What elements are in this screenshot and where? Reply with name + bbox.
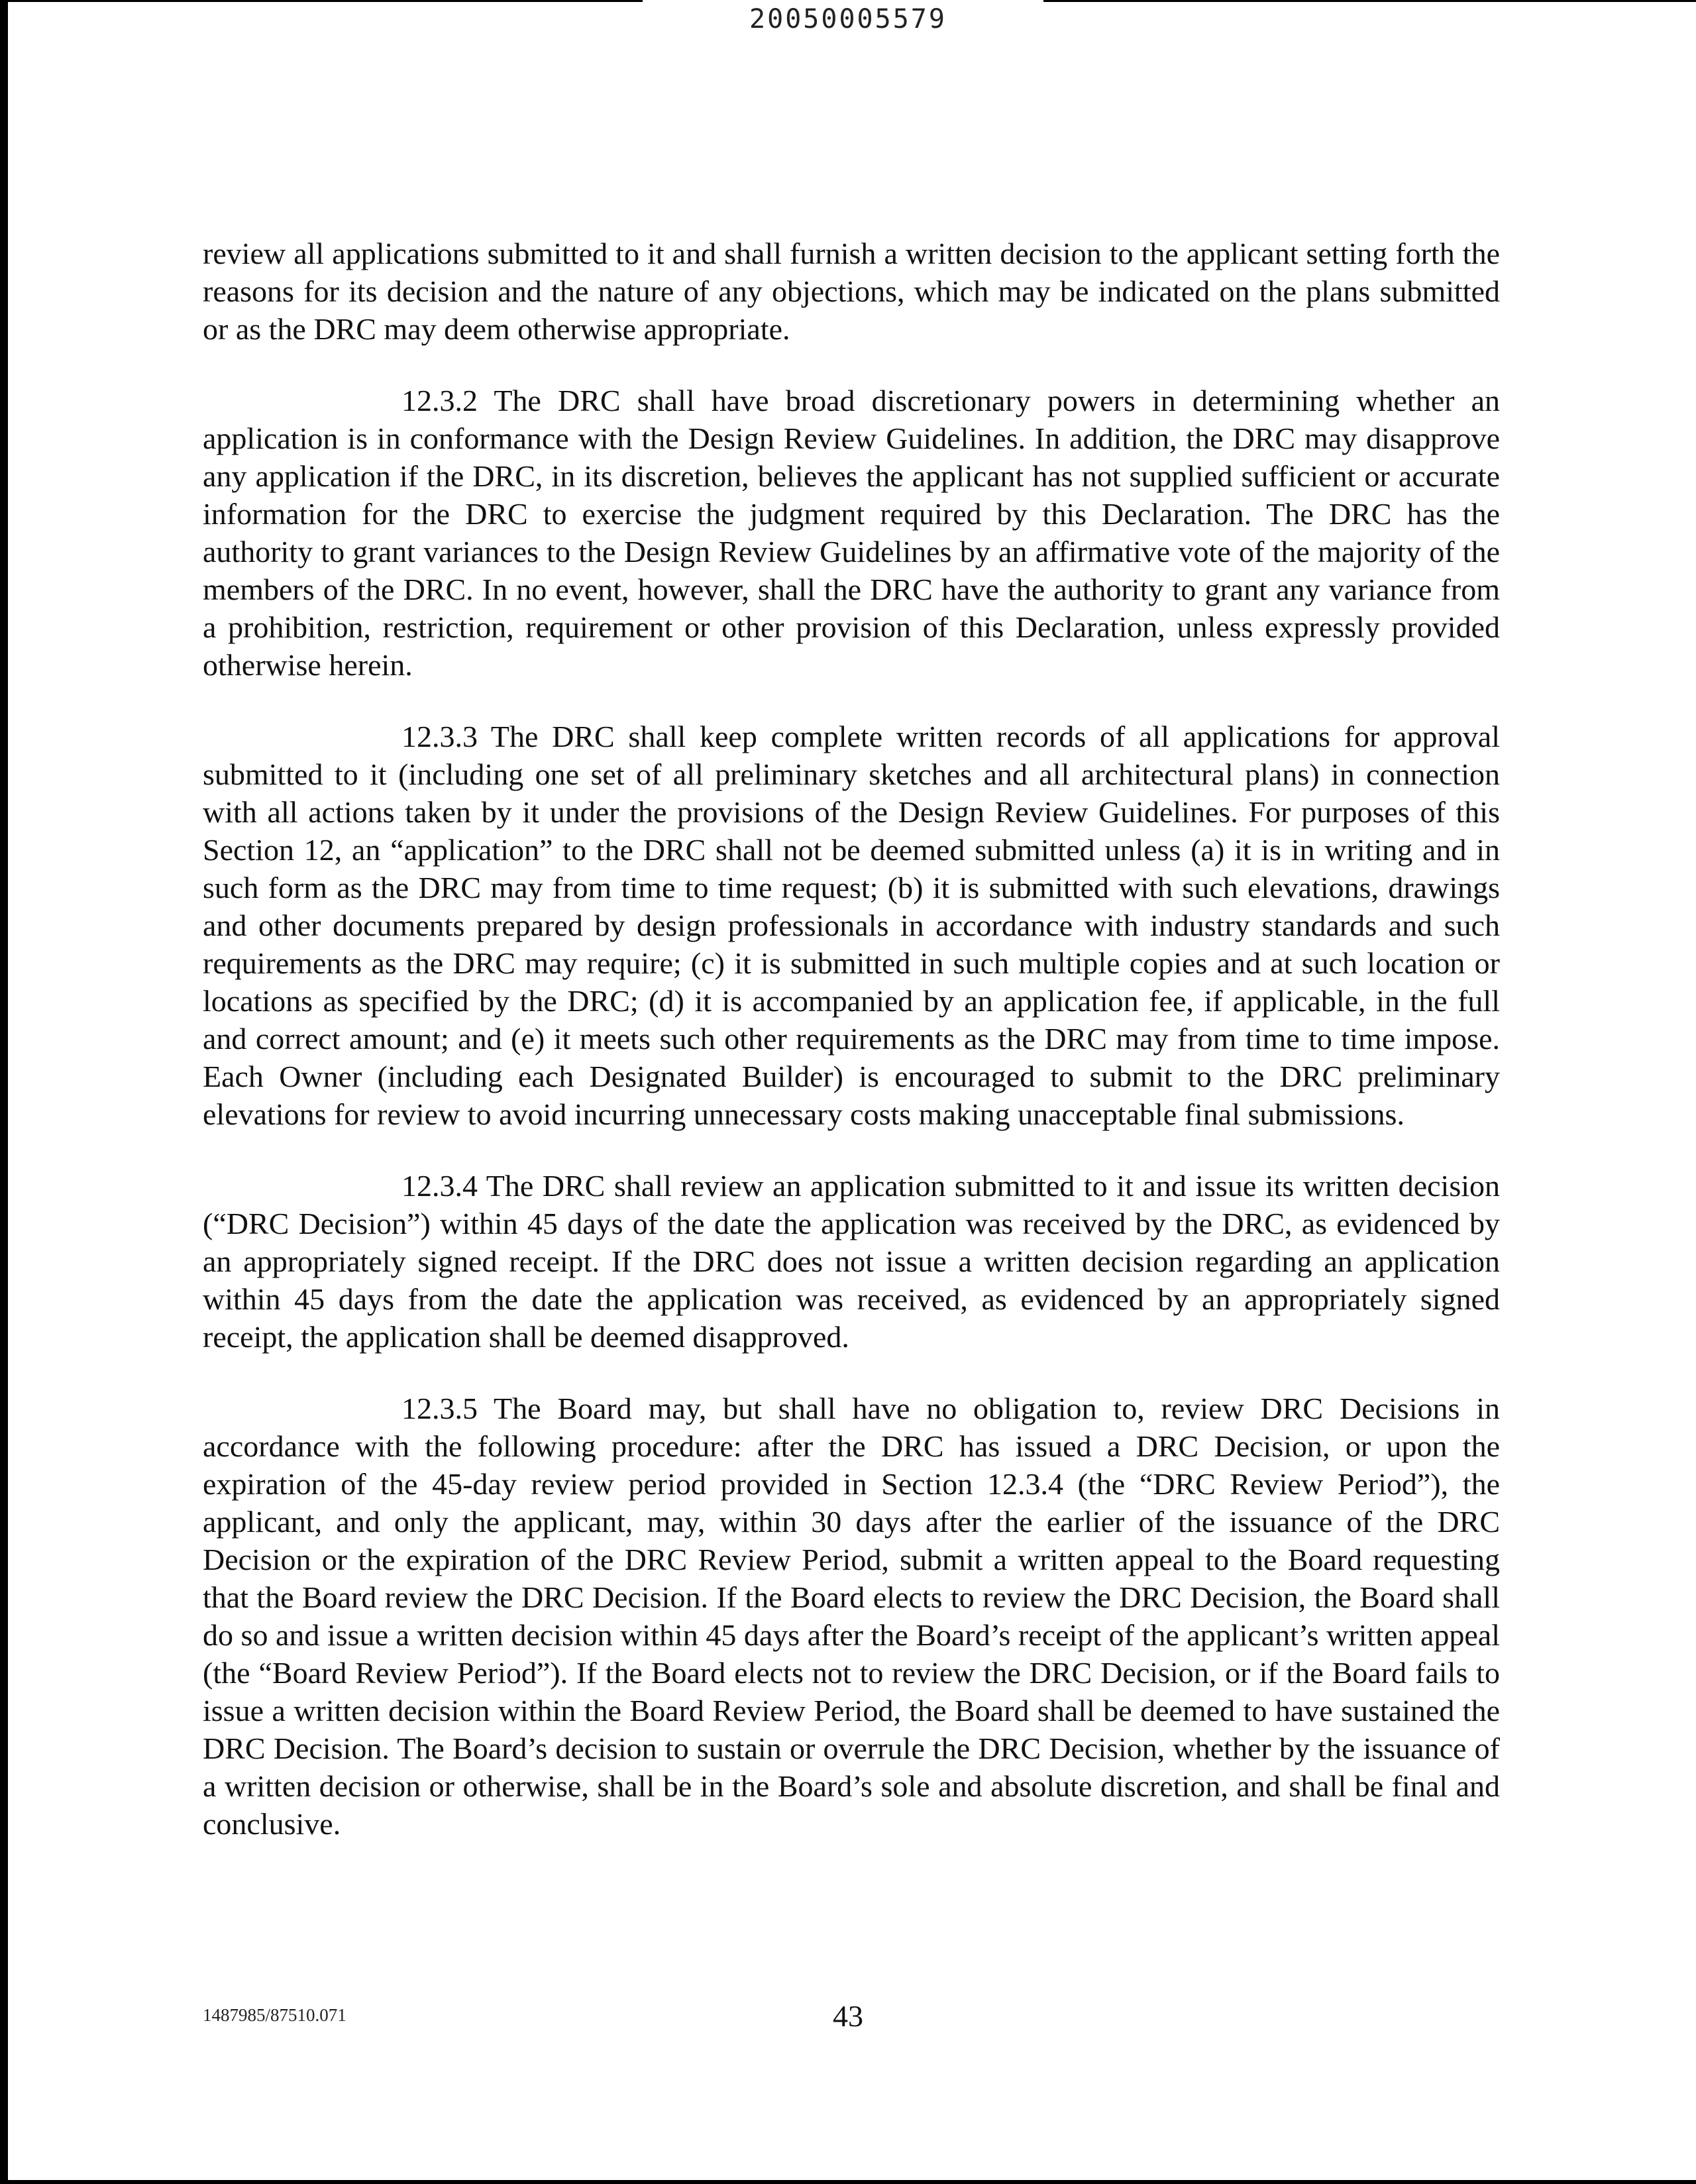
section-12-3-3 — [203, 718, 1500, 1133]
section-number: 12.3.4 — [401, 1169, 478, 1203]
section-text: The Board may, but shall have no obligation to, review DRC Decisions in accordance with the following procedure: after the DRC has issued a DRC Decision, or upon the expiration of the 45-day review period provided in Section 12.3.4 (the “DRC Review Period”), the applicant, and only the applicant, may, within 30 days after the earlier of the issuance of the DRC Decision or the expiration of the DRC Review Period, submit a written appeal to the Board requesting that the Board review the DRC Decision. If the Board elects to review the DRC Decision, the Board shall do so and issue a written decision within 45 days after the Board’s receipt of the applicant’s written appeal (the “Board Review Period”). If the Board elects not to review the DRC Decision, or if the Board fails to issue a written decision within the Board Review Period, the Board shall be deemed to have sustained the DRC Decision. The Board’s decision to sustain or overrule the DRC Decision, whether by the issuance of a written decision or otherwise, shall be in the Board’s sole and absolute discretion, and shall be final and conclusive. — [203, 1392, 1500, 1841]
section-12-3-2 — [203, 382, 1500, 684]
section-text: The DRC shall review an application submitted to it and issue its written decision (“DRC Decision”) within 45 days of the date the application was received by the DRC, as evidenced by an appropriately signed receipt. If the DRC does not issue a written decision regarding an application within 45 days from the date the application was received, as evidenced by an appropriately signed receipt, the application shall be deemed disapproved. — [203, 1169, 1500, 1354]
section-text: The DRC shall keep complete written records of all applications for approval submitted to it (including one set of all preliminary sketches and all architectural plans) in connection with all actions taken by it under the provisions of the Design Review Guidelines. For purposes of this Section 12, an “application” to the DRC shall not be deemed submitted unless (a) it is in writing and in such form as the DRC may from time to time request; (b) it is submitted with such elevations, drawings and other documents prepared by design professionals in accordance with industry standards and such requirements as the DRC may require; (c) it is submitted in such multiple copies and at such location or locations as specified by the DRC; (d) it is accompanied by an application fee, if applicable, in the full and correct amount; and (e) it meets such other requirements as the DRC may from time to time impose. Each Owner (including each Designated Builder) is encouraged to submit to the DRC preliminary elevations for review to avoid incurring unnecessary costs making unacceptable final submissions. — [203, 720, 1500, 1131]
section-12-3-4 — [203, 1167, 1500, 1356]
document-number: 20050005579 — [749, 4, 947, 34]
scan-left-border — [0, 0, 8, 2184]
section-text: The DRC shall have broad discretionary powers in determining whether an application is in conformance with the Design Review Guidelines. In addition, the DRC may disapprove any application if the DRC, in its discretion, believes the applicant has not supplied sufficient or accurate information for the DRC to exercise the judgment required by this Declaration. The DRC has the authority to grant variances to the Design Review Guidelines by an affirmative vote of the majority of the members of the DRC. In no event, however, shall the DRC have the authority to grant any variance from a prohibition, restriction, requirement or other provision of this Declaration, unless expressly provided otherwise herein. — [203, 384, 1501, 682]
document-body — [203, 235, 1500, 1877]
header-rule-left — [0, 0, 643, 2]
section-number: 12.3.3 — [401, 720, 478, 753]
section-12-3-5 — [203, 1390, 1500, 1843]
header-rule-right — [1043, 0, 1696, 2]
section-number: 12.3.5 — [401, 1392, 478, 1425]
paragraph-continuation: review all applications submitted to it and shall furnish a written decision to the applicant setting forth the reasons for its decision and the nature of any objections, which may be indicated on the plans submitted or as the DRC may deem otherwise appropriate. — [203, 237, 1500, 346]
scan-bottom-border — [0, 2180, 1696, 2184]
page-number: 43 — [833, 1999, 863, 2033]
footer-document-reference: 1487985/87510.071 — [203, 2005, 346, 2025]
section-number: 12.3.2 — [401, 384, 478, 417]
